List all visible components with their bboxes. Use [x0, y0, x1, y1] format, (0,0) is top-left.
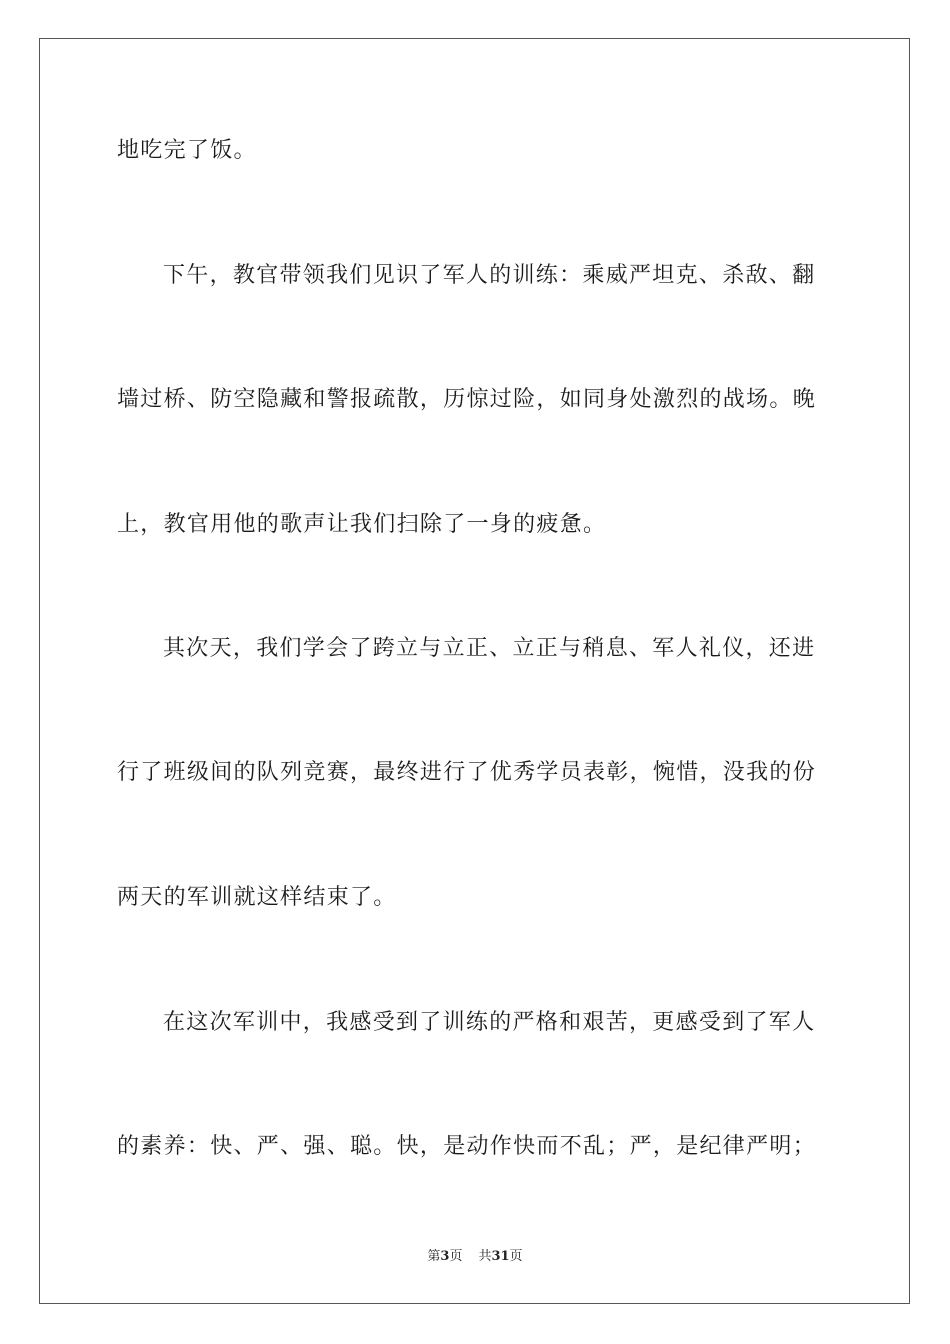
text-line-8: 在这次军训中，我感受到了训练的严格和艰苦，更感受到了军人 — [163, 1010, 816, 1035]
page-suffix: 页 — [449, 1249, 463, 1264]
text-line-5: 其次天，我们学会了跨立与立正、立正与稍息、军人礼仪，还进 — [163, 636, 816, 661]
page-number: 3 — [440, 1249, 450, 1264]
text-line-7: 两天的军训就这样结束了。 — [117, 885, 397, 910]
text-line-6: 行了班级间的队列竞赛，最终进行了优秀学员表彰，惋惜，没我的份 — [117, 760, 817, 785]
page-footer — [0, 1249, 950, 1265]
text-line-1: 地吃完了饭。 — [117, 138, 257, 163]
text-line-9: 的素养：快、严、强、聪。快，是动作快而不乱；严，是纪律严明； — [117, 1134, 817, 1159]
total-prefix: 共 — [478, 1249, 492, 1264]
total-pages: 31 — [491, 1249, 510, 1264]
text-line-4: 上，教官用他的歌声让我们扫除了一身的疲惫。 — [117, 512, 607, 537]
page-frame — [39, 38, 910, 1304]
page-prefix: 第 — [427, 1249, 441, 1264]
total-suffix: 页 — [509, 1249, 523, 1264]
text-line-2: 下午，教官带领我们见识了军人的训练：乘威严坦克、杀敌、翻 — [163, 263, 816, 288]
text-line-3: 墙过桥、防空隐藏和警报疏散，历惊过险，如同身处激烈的战场。晚 — [117, 387, 817, 412]
